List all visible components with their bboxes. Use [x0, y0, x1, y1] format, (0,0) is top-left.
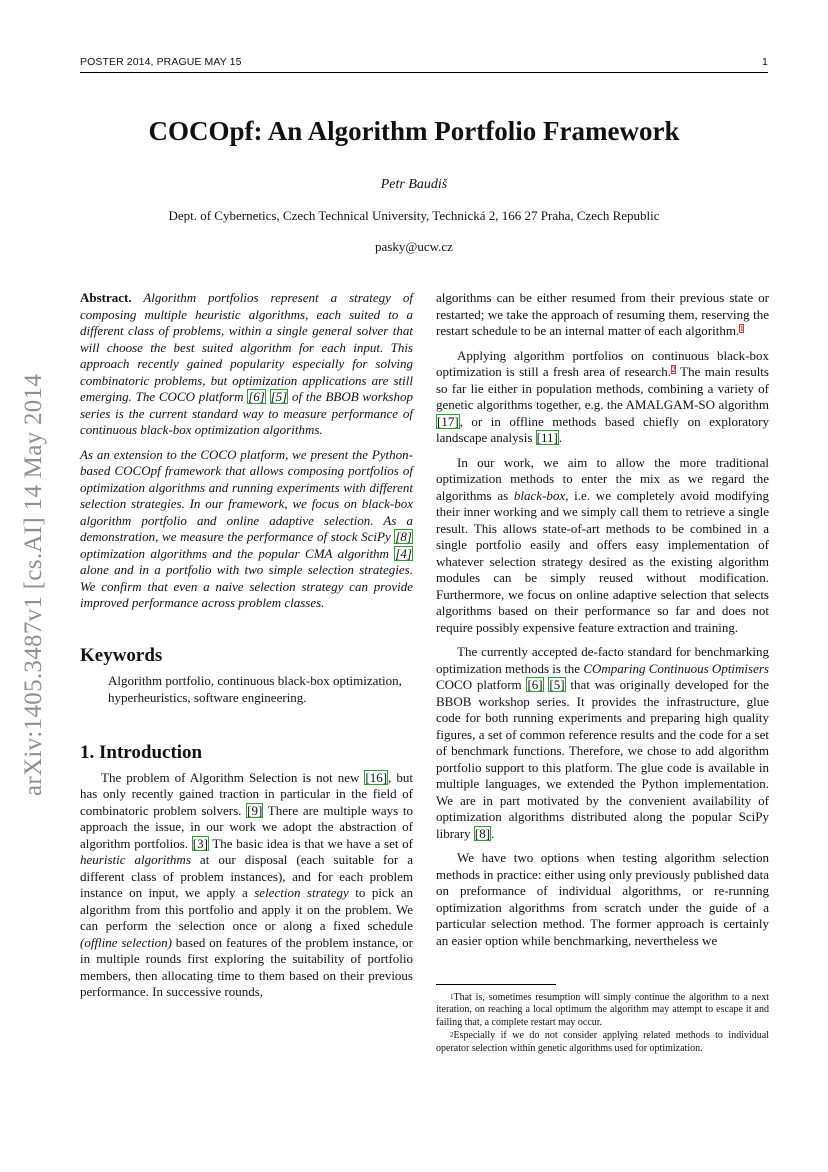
footnote-text: That is, sometimes resumption will simply continue the algorithm to a next iteration, on reaching a local optimum the algorithm may attempt to escape it and failing that, a complete restart may occur. [436, 992, 769, 1028]
body-text: COCO platform [436, 677, 527, 692]
abstract-text: optimization algorithms and the popular CMA algorithm [80, 545, 395, 561]
running-header [80, 56, 768, 72]
body-text: There are multiple ways to approach the issue, in our work we adopt the abstraction of algorithm portfolios. [80, 802, 413, 851]
header-rule [80, 72, 768, 73]
keywords-heading: Keywords [80, 644, 163, 666]
body-paragraph [436, 290, 769, 340]
body-text: . [491, 825, 495, 841]
page-number: 1 [762, 56, 768, 68]
citation-link[interactable]: [5] [270, 389, 288, 404]
citation-link[interactable]: [11] [536, 430, 558, 445]
footnote-text: Especially if we do not consider applying related methods to individual operator selection within genetic algorithms used for optimization. [436, 1030, 769, 1054]
body-text: The problem of Algorithm Selection is not new [101, 769, 365, 785]
paper-title: COCOpf: An Algorithm Portfolio Framework [148, 116, 680, 146]
emphasis: (offline selection) [80, 934, 172, 950]
arxiv-stamp[interactable]: arXiv:1405.3487v1 [cs.AI] 14 May 2014 [20, 373, 47, 797]
body-paragraph [436, 644, 769, 842]
body-text: , but has only recently gained traction in particular in the field of combinatoric problem solvers. [80, 769, 413, 818]
emphasis: COmparing Continuous Optimisers [583, 660, 769, 676]
body-text: that was originally developed for the BBOB workshop series. It provides the infrastructure, glue code for both running experiments and preparing high quality figures, a set of common reference results and the code for a set of benchmark functions. Therefore, we chose to add algorithm portfolio support to this platform. The glue code is available in multiple languages, we extended the Python implementation. We are in part motivated by the convenient availability of optimization algorithms distributed along the popular SciPy library [436, 677, 769, 841]
abstract-paragraph-2 [80, 447, 413, 612]
abstract-text: of the BBOB workshop series is the current standard way to measure performance of continuous black-box optimization algorithms. [80, 389, 413, 437]
left-column [80, 290, 413, 1009]
emphasis: heuristic algorithms [80, 852, 191, 867]
citation-link[interactable]: [17] [437, 413, 459, 429]
footnote-2 [436, 1030, 769, 1055]
citation-link[interactable]: [6] [527, 677, 543, 692]
body-text: In our work, we aim to allow the more traditional optimization methods to enter the mix as we regard the algorithms as [436, 454, 769, 503]
body-text: based on features of the problem instance, or in multiple rounds first exploring the suitability of portfolio members, then allocating time to them based on their previous performance. In successive rounds, [80, 934, 413, 999]
body-text: at our disposal (each suitable for a different class of problem instances), and for each problem instance on input, we apply a [80, 852, 414, 900]
footnote-1 [436, 992, 769, 1029]
citation-link[interactable]: [5] [549, 677, 565, 692]
body-text: , i.e. we completely avoid modifying their inner working and we simply call them to retrieve a single result. This allows state-of-art methods to be combined in a single portfolio easily and offers easy implementation of whatever selection strategy desired as the existing algorithm modules can be simply reused without modification. Furthermore, we focus on online adaptive selection that selects algorithms based on their performance so far and does not require possibly expensive feature extraction and training. [436, 487, 769, 635]
body-text: . [558, 430, 563, 445]
citation-link[interactable]: [3] [192, 835, 208, 851]
footnote-rule [436, 984, 556, 985]
emphasis: black-box [513, 487, 566, 503]
citation-link[interactable]: [6] [248, 389, 265, 404]
conference-label: POSTER 2014, PRAGUE MAY 15 [80, 56, 242, 68]
abstract-paragraph-1 [80, 290, 413, 439]
keywords-text: Algorithm portfolio, continuous black-box optimization, hyperheuristics, software engineering. [108, 673, 402, 705]
footnotes [436, 992, 769, 1056]
body-paragraph [436, 348, 769, 447]
body-text: The basic idea is that we have a set of [208, 835, 413, 851]
abstract-text: As an extension to the COCO platform, we present the Python-based COCOpf framework that allows composing portfolios of optimization algorithms and running experiments with different selection strategies. In our framework, we focus on black-box algorithm portfolio and online adaptive selection. As a demonstration, we measure the performance of stock SciPy [80, 446, 413, 544]
author-name: Petr Baudiš [380, 177, 448, 192]
body-text: Applying algorithm portfolios on continuous black-box optimization is still a fresh area of research. [436, 347, 769, 379]
footnote-number: 2 [450, 1031, 454, 1040]
abstract-text: Algorithm portfolios represent a strategy of composing multiple heuristic algorithms, each suited to a different class of problems, within a single general solver that will choose the best suited algorithm for each input. This approach recently gained popularity especially for solving combinatoric problems, but optimization applications are still emerging. The COCO platform [80, 290, 414, 404]
body-paragraph [436, 455, 769, 637]
citation-link[interactable]: [9] [247, 802, 263, 818]
right-column [436, 290, 769, 957]
body-text: We have two options when testing algorithm selection methods in practice: either using only previously published data on preformance of individual algorithms, or re-running optimization algorithms from scratch under the guide of a particular selection method. The former approach is certainly an easier option while benchmarking, nevertheless we [436, 850, 769, 948]
introduction-heading: 1. Introduction [80, 742, 203, 763]
footnote-number: 1 [450, 993, 454, 1001]
citation-link[interactable]: [16] [365, 769, 388, 785]
body-text: The main results so far lie either in population methods, combining a variety of genetic algorithms together, e.g. the AMALGAM-SO algorithm [436, 364, 769, 412]
body-paragraph [436, 850, 769, 949]
body-text: The currently accepted de-facto standard for benchmarking optimization methods is the [436, 644, 769, 676]
affiliation: Dept. of Cybernetics, Czech Technical University, Technická 2, 166 27 Praha, Czech Republic [168, 208, 660, 223]
emphasis: selection strategy [254, 885, 349, 900]
intro-paragraph [80, 770, 413, 1001]
author-email[interactable]: pasky@ucw.cz [375, 239, 453, 254]
body-text: to pick an algorithm from this portfolio and apply it on the problem. We can perform the selection once or along a fixed schedule [80, 885, 413, 933]
body-text: , or in offline methods based chiefly on exploratory landscape analysis [436, 413, 769, 445]
abstract-label: Abstract. [80, 290, 132, 305]
citation-link[interactable]: [4] [395, 545, 412, 561]
citation-link[interactable]: [8] [474, 825, 491, 841]
citation-link[interactable]: [8] [395, 529, 412, 544]
abstract-text: alone and in a portfolio with two simple selection strategies. We confirm that even a naive selection strategy can provide improved performance across problem classes. [80, 562, 413, 610]
footnote-marker[interactable]: 2 [671, 365, 676, 374]
body-text: algorithms can be either resumed from their previous state or restarted; we take the approach of resuming them, reserving the restart schedule to be an internal matter of each algorithm. [436, 290, 769, 338]
footnote-marker[interactable]: 1 [739, 324, 744, 333]
